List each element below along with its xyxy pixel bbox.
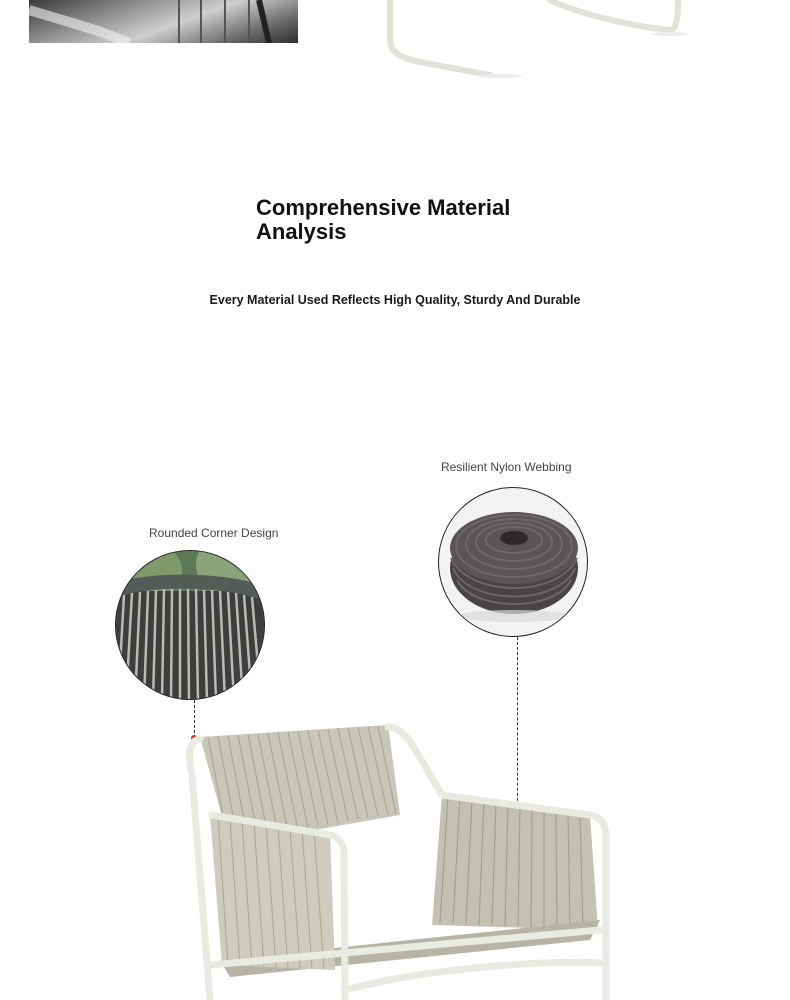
lifestyle-photo [29, 0, 298, 43]
section-title: Comprehensive Material Analysis [256, 195, 511, 244]
nylon-rope-coil-icon [438, 487, 588, 637]
chair-frame-top-image [380, 0, 710, 90]
feature-label-nylon: Resilient Nylon Webbing [441, 460, 572, 474]
chair-product-image [170, 715, 620, 1000]
section-subtitle: Every Material Used Reflects High Quality, Sturdy And Durable [209, 293, 581, 307]
feature-label-corner: Rounded Corner Design [149, 526, 279, 540]
rounded-corner-closeup-icon [115, 550, 265, 700]
